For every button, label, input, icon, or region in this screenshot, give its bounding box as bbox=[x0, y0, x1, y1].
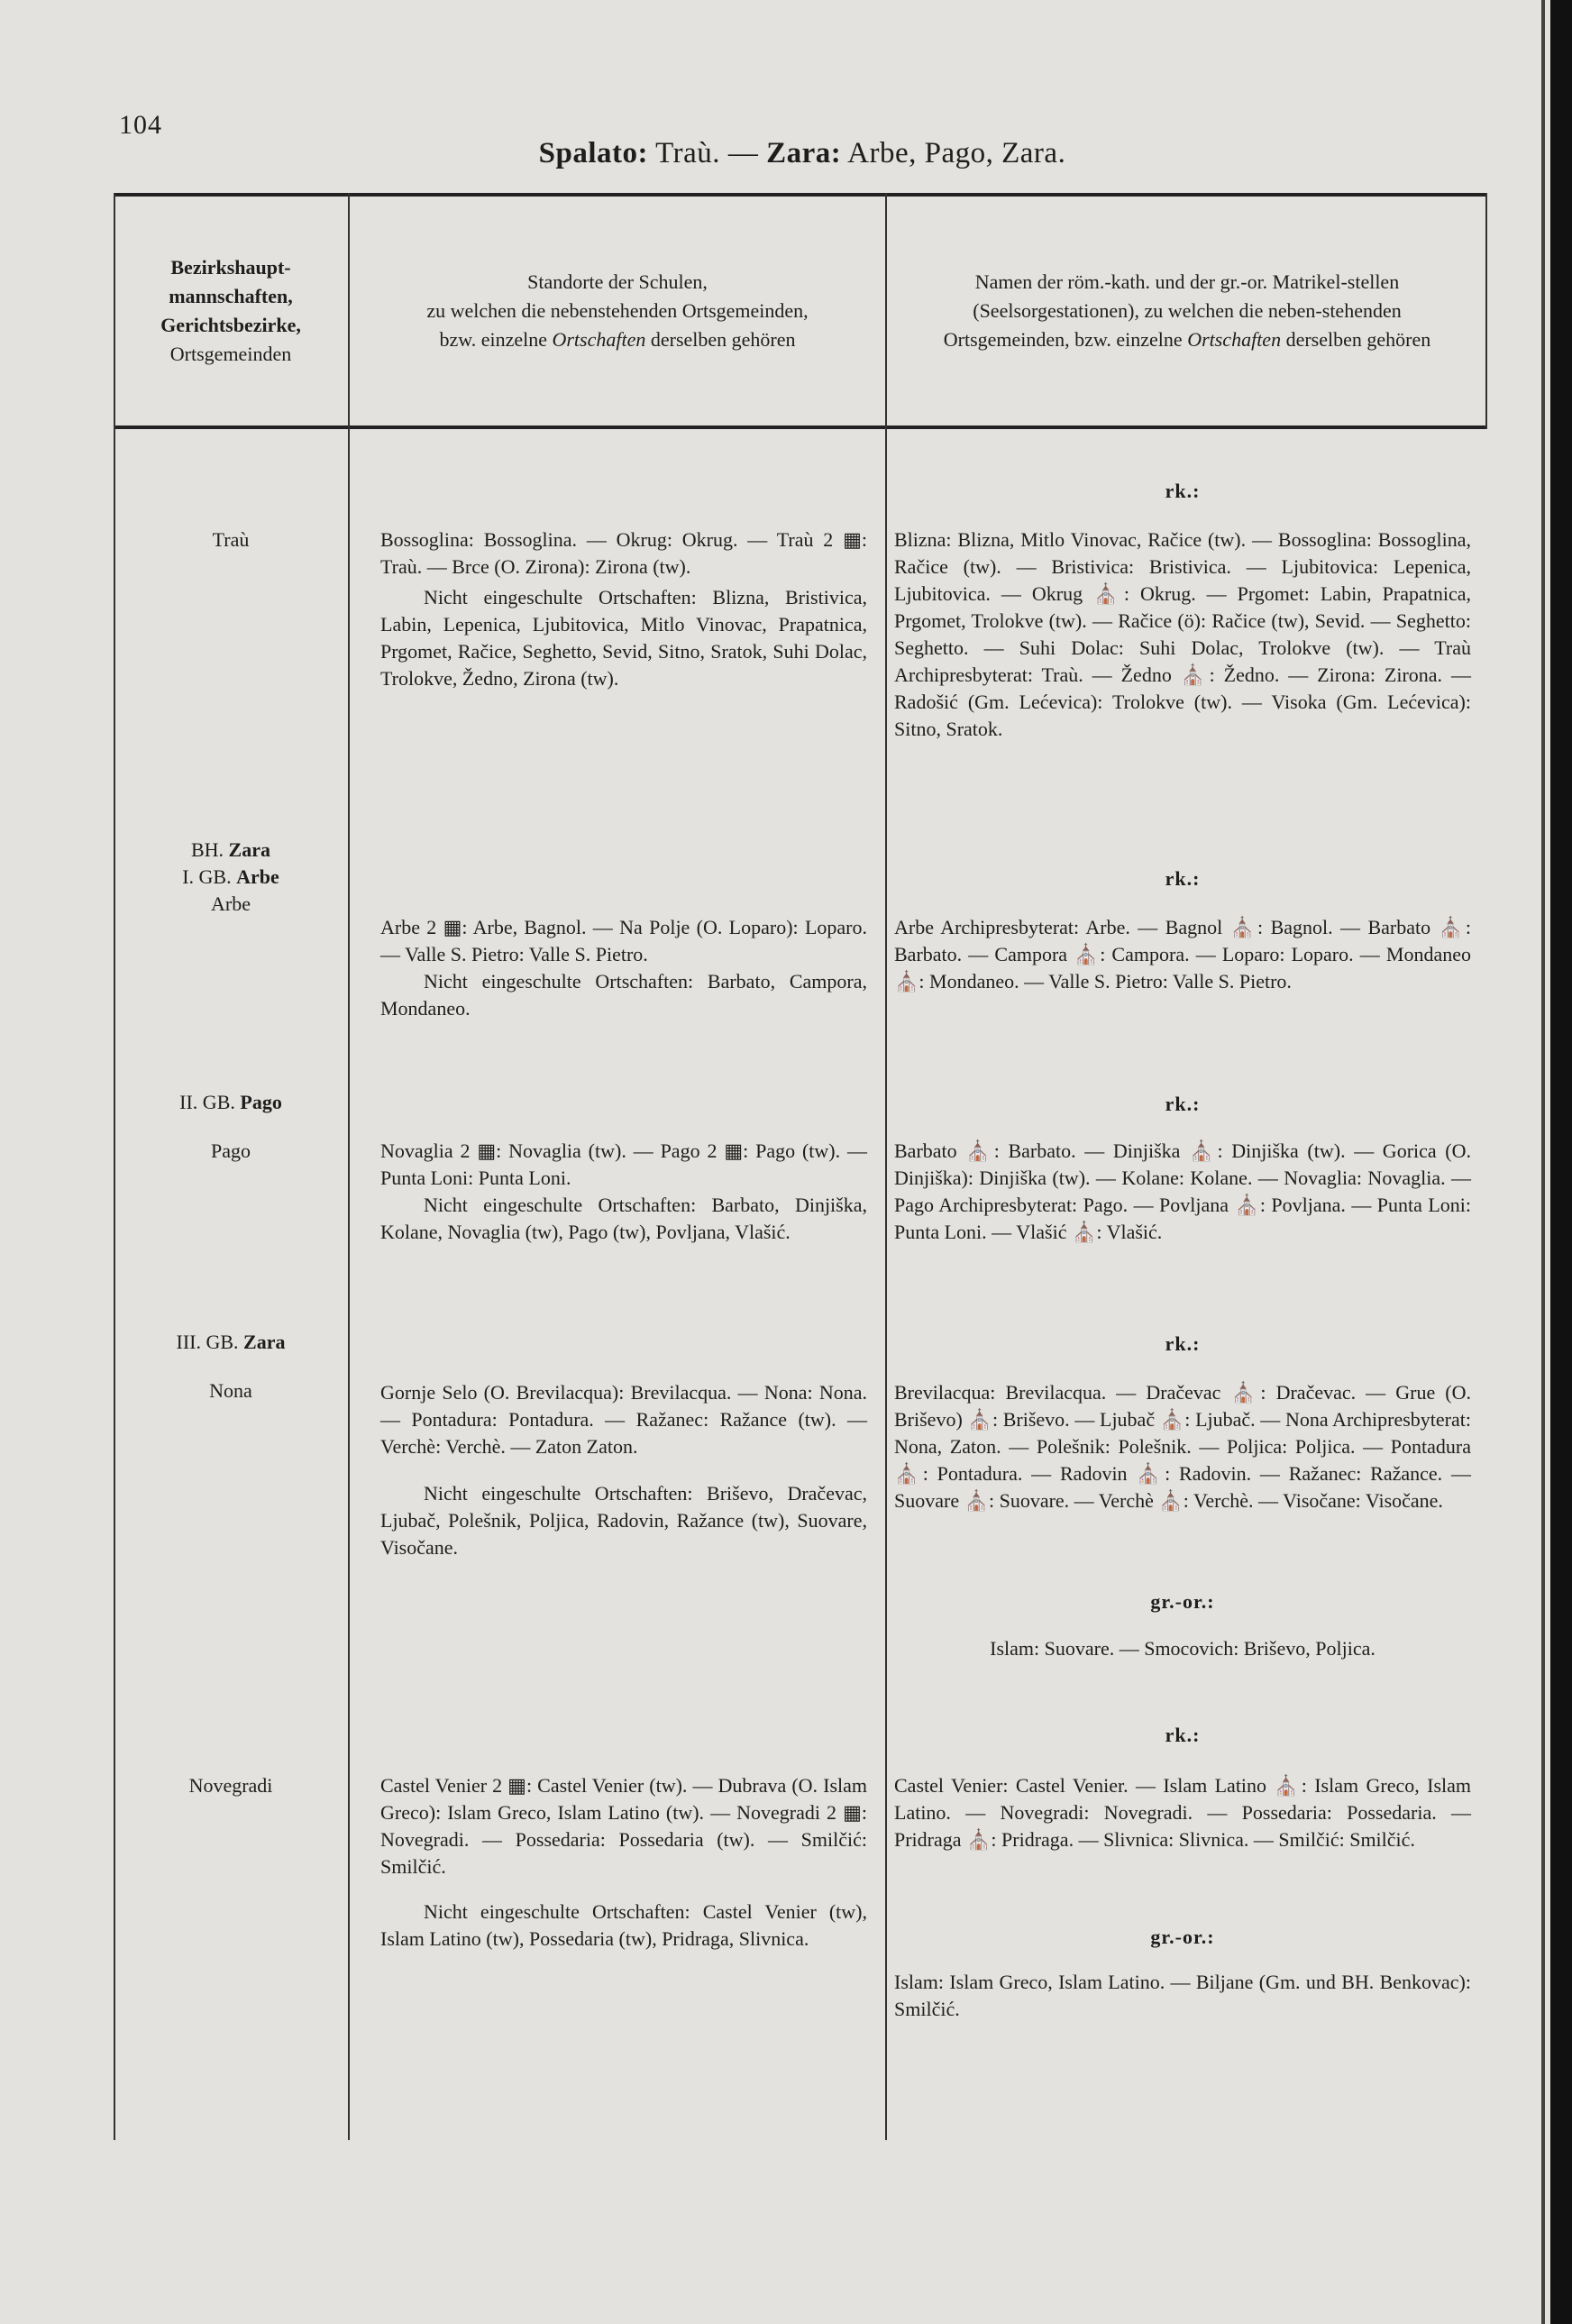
novegradi-schools-text: Castel Venier 2 ▦: Castel Venier (tw). — Dubrava (O. Islam Greco): Islam Greco, Islam Latino (tw). — Novegradi 2 ▦: Novegradi. — Possedaria: Possedaria (tw). — Smilčić: Smilčić. bbox=[380, 1774, 867, 1878]
header-col2-italic: Ortschaften bbox=[552, 328, 646, 351]
nona-schools-text: Gornje Selo (O. Brevilacqua): Brevilacqua. — Nona: Nona. — Pontadura: Pontadura. — Ražanec: Ražance (tw). — Verchè: Verchè. — Zaton Zaton. bbox=[380, 1381, 867, 1458]
novegradi-name: Novegradi bbox=[188, 1774, 273, 1797]
novegradi-gror-label: gr.-or.: bbox=[1150, 1926, 1215, 1948]
header-col3-tail: derselben gehören bbox=[1285, 328, 1431, 351]
pago-rk-label: rk.: bbox=[1165, 1093, 1201, 1115]
scan-edge-line bbox=[1541, 0, 1545, 2324]
header-col3-italic: Ortschaften bbox=[1187, 328, 1282, 351]
header-col1-bold: Bezirkshaupt-mannschaften, Gerichtsbezirke, bbox=[160, 256, 301, 336]
header-col3-text: Namen der röm.-kath. und der gr.-or. Matrikel-stellen (Seelsorgestationen), zu welchen die neben-stehenden Ortsgemeinden, bzw. einzelne bbox=[943, 270, 1402, 351]
pago-schools-text: Novaglia 2 ▦: Novaglia (tw). — Pago 2 ▦: Pago (tw). — Punta Loni: Punta Loni. bbox=[380, 1139, 867, 1189]
nona-gb-name: Zara bbox=[243, 1331, 286, 1353]
nona-gror-label: gr.-or.: bbox=[1150, 1590, 1215, 1613]
trau-parishes: Blizna: Blizna, Mitlo Vinovac, Račice (tw). — Bossoglina: Bossoglina, Račice (tw). — Bristivica: Bristivica. — Ljubitovica: Lepenica, Ljubitovica. — Okrug ⛪: Okrug. — Prgomet: Labin, Prapatnica, Prgomet, Trolokve (tw). — Račice (ö): Račice (tw), Sevid. — Seghetto: Seghetto. — Suhi Dolac: Suhi Dolac, Trolokve (tw). — Traù Archipresbyterat: Traù. — Žedno ⛪: Žedno. — Zirona: Zirona. — Radošić (Gm. Lećevica): Trolokve (tw). — Visoka (Gm. Lećevica): Sitno, Sratok. bbox=[894, 528, 1471, 740]
running-head bbox=[0, 137, 1572, 170]
trau-schools bbox=[380, 526, 867, 692]
running-head-left-bold: Spalato: bbox=[538, 137, 649, 169]
pago-gb-label: II. GB. bbox=[179, 1091, 235, 1113]
trau-not-schooled: Nicht eingeschulte Ortschaften: Blizna, Bristivica, Labin, Lepenica, Ljubitovica, Mitlo Vinovac, Prapatnica, Prgomet, Račice, Seghetto, Sevid, Sitno, Sratok, Suhi Dolac, Trolokve, Žedno, Zirona (tw). bbox=[380, 586, 867, 690]
arbe-bh-label: BH. bbox=[190, 838, 224, 861]
register-table bbox=[114, 193, 1487, 2140]
arbe-gb-name: Arbe bbox=[236, 865, 279, 888]
trau-schools-text: Bossoglina: Bossoglina. — Okrug: Okrug. — Traù 2 ▦: Traù. — Brce (O. Zirona): Zirona (tw). bbox=[380, 528, 867, 578]
running-head-dash: — bbox=[727, 137, 759, 169]
header-col1-plain: Ortsgemeinden bbox=[169, 343, 292, 365]
nona-gb-label: III. GB. bbox=[176, 1331, 239, 1353]
arbe-parishes: Arbe Archipresbyterat: Arbe. — Bagnol ⛪: Bagnol. — Barbato ⛪: Barbato. — Campora ⛪: Campora. — Loparo: Loparo. — Mondaneo ⛪: Mondaneo. — Valle S. Pietro: Valle S. Pietro. bbox=[894, 916, 1471, 993]
pago-name: Pago bbox=[211, 1139, 251, 1162]
scan-edge-dark bbox=[1550, 0, 1572, 2324]
novegradi-parishes: Castel Venier: Castel Venier. — Islam Latino ⛪: Islam Greco, Islam Latino. — Novegradi: Novegradi. — Possedaria: Possedaria. — Pridraga ⛪: Pridraga. — Slivnica: Slivnica. — Smilčić: Smilčić. bbox=[894, 1774, 1471, 1851]
running-head-left-plain: Traù. bbox=[655, 137, 721, 169]
novegradi-gror-text: Islam: Islam Greco, Islam Latino. — Biljane (Gm. und BH. Benkovac): Smilčić. bbox=[894, 1971, 1471, 2020]
column-rule-left bbox=[114, 193, 115, 2140]
pago-gb-name: Pago bbox=[240, 1091, 282, 1113]
nona-schools bbox=[380, 1379, 867, 1561]
novegradi-not-schooled: Nicht eingeschulte Ortschaften: Castel Venier (tw), Islam Latino (tw), Possedaria (tw), Pridraga, Slivnica. bbox=[380, 1900, 867, 1950]
nona-district bbox=[114, 1329, 348, 1404]
arbe-rk-label: rk.: bbox=[1165, 867, 1201, 890]
pago-parishes: Barbato ⛪: Barbato. — Dinjiška ⛪: Dinjiška (tw). — Gorica (O. Dinjiška): Dinjiška (tw). — Kolane: Kolane. — Novaglia: Novaglia. — Pago Archipresbyterat: Pago. — Povljana ⛪: Povljana. — Punta Loni: Punta Loni. — Vlašić ⛪: Vlašić. bbox=[894, 1139, 1471, 1243]
header-col-districts bbox=[114, 193, 348, 429]
pago-not-schooled: Nicht eingeschulte Ortschaften: Barbato, Dinjiška, Kolane, Novaglia (tw), Pago (tw), Povljana, Vlašić. bbox=[380, 1194, 867, 1243]
novegradi-schools bbox=[380, 1772, 867, 1953]
nona-not-schooled: Nicht eingeschulte Ortschaften: Briševo, Dračevac, Ljubač, Polešnik, Poljica, Radovin, Ražance (tw), Suovare, Visočane. bbox=[380, 1482, 867, 1559]
nona-name: Nona bbox=[209, 1379, 252, 1402]
header-col2-line1: Standorte der Schulen, bbox=[527, 270, 708, 293]
arbe-name: Arbe bbox=[211, 892, 251, 915]
running-head-right-bold: Zara: bbox=[766, 137, 842, 169]
page-number: 104 bbox=[119, 110, 162, 140]
trau-name: Traù bbox=[212, 528, 250, 551]
arbe-gb-label: I. GB. bbox=[182, 865, 232, 888]
arbe-district bbox=[114, 837, 348, 918]
running-head-right-plain: Arbe, Pago, Zara. bbox=[847, 137, 1066, 169]
header-col-parishes bbox=[887, 193, 1487, 429]
trau-rk-label: rk.: bbox=[1165, 480, 1201, 502]
header-col-schools bbox=[350, 193, 885, 429]
header-col2-line2: zu welchen die nebenstehenden Ortsgemeinden, bbox=[426, 299, 809, 322]
arbe-bh-name: Zara bbox=[228, 838, 270, 861]
header-col2-line3b: derselben gehören bbox=[650, 328, 796, 351]
arbe-schools bbox=[380, 914, 867, 1022]
pago-schools bbox=[380, 1138, 867, 1246]
arbe-schools-text: Arbe 2 ▦: Arbe, Bagnol. — Na Polje (O. Loparo): Loparo. — Valle S. Pietro: Valle S. Pietro. bbox=[380, 916, 867, 965]
pago-district bbox=[114, 1089, 348, 1165]
nona-gror-text: Islam: Suovare. — Smocovich: Briševo, Poljica. bbox=[990, 1637, 1376, 1660]
arbe-not-schooled: Nicht eingeschulte Ortschaften: Barbato, Campora, Mondaneo. bbox=[380, 970, 867, 1020]
nona-rk-label: rk.: bbox=[1165, 1332, 1201, 1355]
column-rule-2 bbox=[885, 193, 887, 2140]
column-rule-1 bbox=[348, 193, 350, 2140]
nona-parishes: Brevilacqua: Brevilacqua. — Dračevac ⛪: Dračevac. — Grue (O. Briševo) ⛪: Briševo. — Ljubač ⛪: Ljubač. — Nona Archipresbyterat: Nona, Zaton. — Polešnik: Polešnik. — Poljica: Poljica. — Pontadura ⛪: Pontadura. — Radovin ⛪: Radovin. — Ražanec: Ražance. — Suovare ⛪: Suovare. — Verchè ⛪: Verchè. — Visočane: Visočane. bbox=[894, 1381, 1471, 1512]
header-col2-line3a: bzw. einzelne bbox=[439, 328, 547, 351]
novegradi-rk-label: rk.: bbox=[1165, 1724, 1201, 1746]
